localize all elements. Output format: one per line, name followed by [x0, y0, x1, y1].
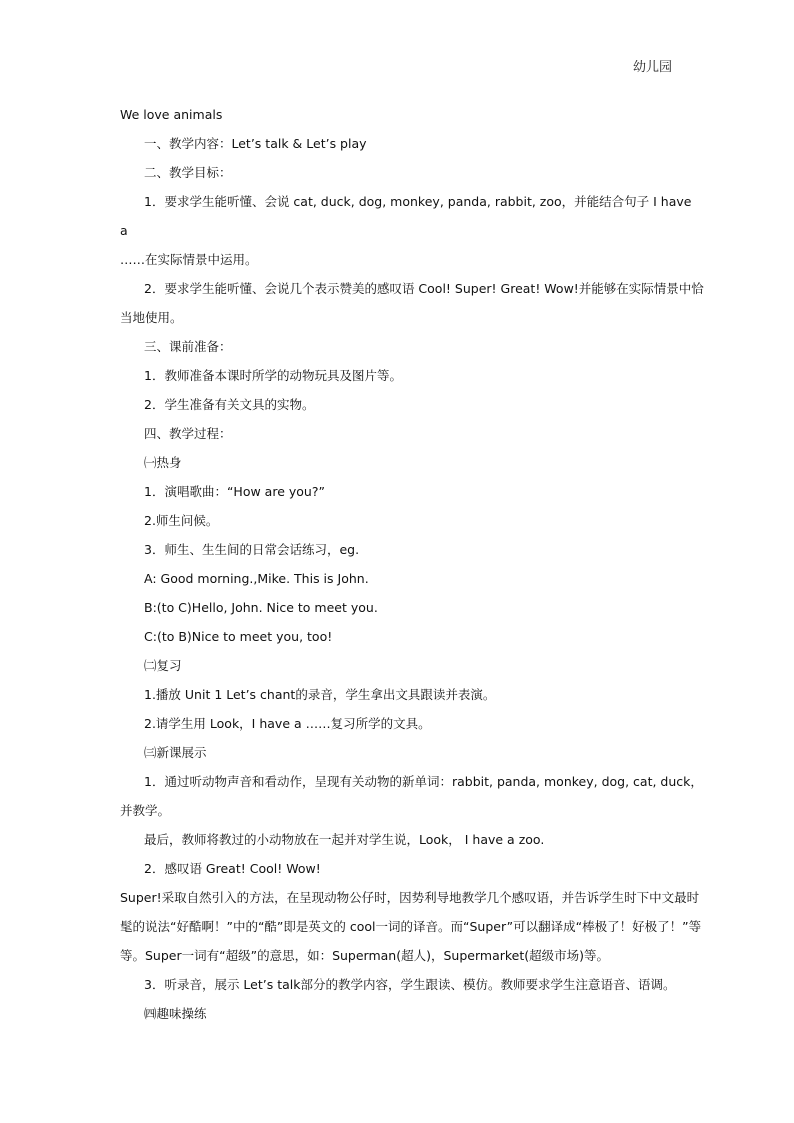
paragraph-line: 3．师生、生生间的日常会话练习，eg.: [144, 542, 360, 557]
paragraph-line: 2．要求学生能听懂、会说几个表示赞美的感叹语 Cool! Super! Great! Wow!并能够在实际情景中恰: [144, 281, 704, 296]
paragraph-line: 3．听录音，展示 Let’s talk部分的教学内容，学生跟读、模仿。教师要求学生注意语音、语调。: [144, 977, 676, 992]
section-heading: 二、教学目标：: [144, 165, 232, 180]
subsection-heading: ㈠热身: [144, 455, 182, 470]
dialogue-line: B:(to C)Hello, John. Nice to meet you.: [144, 600, 378, 615]
paragraph-line: 1．要求学生能听懂、会说 cat, duck, dog, monkey, panda, rabbit, zoo，并能结合句子 I have: [144, 194, 692, 209]
paragraph-line: 1．教师准备本课时所学的动物玩具及图片等。: [144, 368, 402, 383]
paragraph-line: 2.请学生用 Look，I have a ……复习所学的文具。: [144, 716, 431, 731]
dialogue-line: C:(to B)Nice to meet you, too!: [144, 629, 333, 644]
section-heading: 四、教学过程：: [144, 426, 232, 441]
paragraph-line: 等。Super一词有“超级”的意思，如：Superman(超人)，Supermarket(超级市场)等。: [120, 948, 610, 963]
paragraph-line: 并教学。: [120, 803, 171, 818]
page-header: 幼儿园: [632, 60, 672, 75]
paragraph-line: 最后，教师将教过的小动物放在一起并对学生说，Look， I have a zoo.: [144, 832, 545, 847]
subsection-heading: ㈡复习: [144, 658, 182, 673]
paragraph-line: a: [120, 223, 128, 238]
paragraph-line: ……在实际情景中运用。: [120, 252, 258, 267]
dialogue-line: A: Good morning.,Mike. This is John.: [144, 571, 369, 586]
paragraph-line: 1．通过听动物声音和看动作，呈现有关动物的新单词：rabbit, panda, monkey, dog, cat, duck，: [144, 774, 703, 789]
document-title: We love animals: [120, 107, 223, 122]
document-body: [120, 100, 704, 1028]
paragraph-line: 2．学生准备有关文具的实物。: [144, 397, 315, 412]
paragraph-line: 当地使用。: [120, 310, 183, 325]
paragraph-line: 2.师生问候。: [144, 513, 219, 528]
paragraph-line: 1．演唱歌曲：“How are you?”: [144, 484, 325, 499]
paragraph-line: 1.播放 Unit 1 Let’s chant的录音，学生拿出文具跟读并表演。: [144, 687, 496, 702]
subsection-heading: ㈣趣味操练: [144, 1006, 207, 1021]
paragraph-line: 2．感叹语 Great! Cool! Wow!: [144, 861, 321, 876]
subsection-heading: ㈢新课展示: [144, 745, 207, 760]
section-heading: 三、课前准备：: [144, 339, 232, 354]
section-heading: 一、教学内容：Let’s talk & Let’s play: [144, 136, 367, 151]
paragraph-line: 髦的说法“好酷啊！”中的“酷”即是英文的 cool一词的译音。而“Super”可以翻译成“棒极了！好极了！”等: [120, 919, 702, 934]
paragraph-line: Super!采取自然引入的方法，在呈现动物公仔时，因势利导地教学几个感叹语，并告诉学生时下中文最时: [120, 890, 700, 905]
